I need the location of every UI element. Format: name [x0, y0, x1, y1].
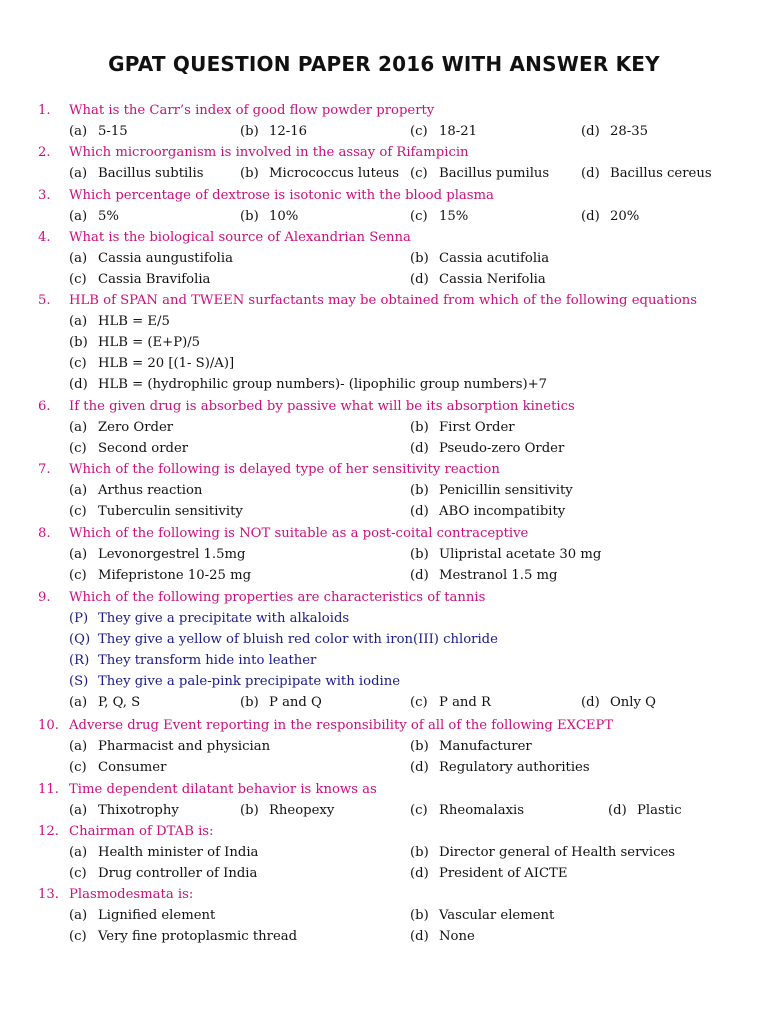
question-9 — [38, 590, 485, 605]
option-d: (d) ABO incompatibity — [410, 504, 566, 519]
option-a: (a) Zero Order — [69, 420, 174, 435]
option-d: (d) Plastic — [608, 803, 682, 818]
question-number: 4. — [38, 230, 51, 245]
question-text: If the given drug is absorbed by passive what will be its absorption kinetics — [69, 399, 575, 414]
question-number: 5. — [38, 293, 51, 308]
question-7 — [38, 462, 500, 477]
question-text: Which of the following properties are characteristics of tannis — [69, 590, 486, 605]
option-c: (c) 15% — [410, 209, 469, 224]
question-text: Adverse drug Event reporting in the responsibility of all of the following EXCEPT — [69, 718, 614, 733]
option-c: (c) 18-21 — [410, 124, 478, 139]
question-text: What is the biological source of Alexandrian Senna — [69, 230, 411, 245]
question-text: Chairman of DTAB is: — [69, 824, 214, 839]
question-number: 2. — [38, 145, 51, 160]
option-b: (b) First Order — [410, 420, 515, 435]
question-number: 8. — [38, 526, 51, 541]
option-c: (c) HLB = 20 [(1- S)/A)] — [69, 356, 235, 371]
question-number: 11. — [38, 782, 59, 797]
option-d: (d) Mestranol 1.5 mg — [410, 568, 558, 583]
statement-s: (S) They give a pale-pink precipipate with iodine — [69, 674, 401, 689]
question-3 — [38, 188, 494, 203]
option-d: (d) 20% — [581, 209, 640, 224]
option-d: (d) Bacillus cereus — [581, 166, 712, 181]
option-c: (c) Consumer — [69, 760, 167, 775]
option-d: (d) President of AICTE — [410, 866, 568, 881]
option-a: (a) Health minister of India — [69, 845, 259, 860]
option-a: (a) Arthus reaction — [69, 483, 203, 498]
question-text: What is the Carr’s index of good flow powder property — [69, 103, 435, 118]
question-4 — [38, 230, 411, 245]
option-b: (b) Micrococcus luteus — [240, 166, 399, 181]
option-a: (a) HLB = E/5 — [69, 314, 170, 329]
statement-r: (R) They transform hide into leather — [69, 653, 317, 668]
option-c: (c) Second order — [69, 441, 189, 456]
question-text: HLB of SPAN and TWEEN surfactants may be obtained from which of the following equations — [69, 293, 698, 308]
question-text: Which microorganism is involved in the assay of Rifampicin — [69, 145, 469, 160]
option-a: (a) Cassia aungustifolia — [69, 251, 233, 266]
question-text: Plasmodesmata is: — [69, 887, 194, 902]
option-b: (b) 10% — [240, 209, 299, 224]
option-a: (a) Lignified element — [69, 908, 216, 923]
option-d: (d) 28-35 — [581, 124, 649, 139]
option-d: (d) Only Q — [581, 695, 656, 710]
question-text: Which of the following is NOT suitable as a post-coital contraceptive — [69, 526, 529, 541]
option-d: (d) Regulatory authorities — [410, 760, 590, 775]
question-5 — [38, 293, 697, 308]
option-a: (a) Thixotrophy — [69, 803, 179, 818]
question-number: 9. — [38, 590, 51, 605]
question-10 — [38, 718, 613, 733]
question-8 — [38, 526, 528, 541]
option-b: (b) Cassia acutifolia — [410, 251, 550, 266]
option-c: (c) Very fine protoplasmic thread — [69, 929, 298, 944]
option-a: (a) P, Q, S — [69, 695, 141, 710]
question-number: 12. — [38, 824, 59, 839]
question-2 — [38, 145, 469, 160]
option-d: (d) Pseudo-zero Order — [410, 441, 565, 456]
statement-q: (Q) They give a yellow of bluish red color with iron(III) chloride — [69, 632, 498, 647]
question-number: 7. — [38, 462, 51, 477]
option-c: (c) Tuberculin sensitivity — [69, 504, 243, 519]
option-a: (a) 5-15 — [69, 124, 128, 139]
option-b: (b) 12-16 — [240, 124, 308, 139]
option-b: (b) Ulipristal acetate 30 mg — [410, 547, 602, 562]
option-d: (d) HLB = (hydrophilic group numbers)- (lipophilic group numbers)+7 — [69, 377, 548, 392]
option-c: (c) Mifepristone 10-25 mg — [69, 568, 252, 583]
question-1 — [38, 103, 434, 118]
question-text: Time dependent dilatant behavior is knows as — [69, 782, 377, 797]
question-number: 6. — [38, 399, 51, 414]
option-b: (b) HLB = (E+P)/5 — [69, 335, 201, 350]
option-c: (c) Rheomalaxis — [410, 803, 525, 818]
option-c: (c) Drug controller of India — [69, 866, 258, 881]
option-b: (b) Manufacturer — [410, 739, 532, 754]
question-number: 1. — [38, 103, 51, 118]
option-b: (b) P and Q — [240, 695, 322, 710]
option-a: (a) Levonorgestrel 1.5mg — [69, 547, 246, 562]
option-b: (b) Rheopexy — [240, 803, 335, 818]
option-b: (b) Penicillin sensitivity — [410, 483, 573, 498]
option-b: (b) Vascular element — [410, 908, 555, 923]
page-title: GPAT QUESTION PAPER 2016 WITH ANSWER KEY — [108, 52, 660, 76]
option-c: (c) Bacillus pumilus — [410, 166, 550, 181]
option-a: (a) 5% — [69, 209, 119, 224]
question-number: 3. — [38, 188, 51, 203]
question-text: Which percentage of dextrose is isotonic with the blood plasma — [69, 188, 494, 203]
question-6 — [38, 399, 575, 414]
option-c: (c) Cassia Bravifolia — [69, 272, 211, 287]
statement-p: (P) They give a precipitate with alkaloids — [69, 611, 350, 626]
option-a: (a) Pharmacist and physician — [69, 739, 271, 754]
question-number: 10. — [38, 718, 59, 733]
option-b: (b) Director general of Health services — [410, 845, 676, 860]
option-c: (c) P and R — [410, 695, 491, 710]
question-text: Which of the following is delayed type of her sensitivity reaction — [69, 462, 500, 477]
option-d: (d) None — [410, 929, 475, 944]
question-13 — [38, 887, 193, 902]
question-11 — [38, 782, 377, 797]
question-number: 13. — [38, 887, 59, 902]
option-a: (a) Bacillus subtilis — [69, 166, 204, 181]
question-12 — [38, 824, 214, 839]
option-d: (d) Cassia Nerifolia — [410, 272, 546, 287]
